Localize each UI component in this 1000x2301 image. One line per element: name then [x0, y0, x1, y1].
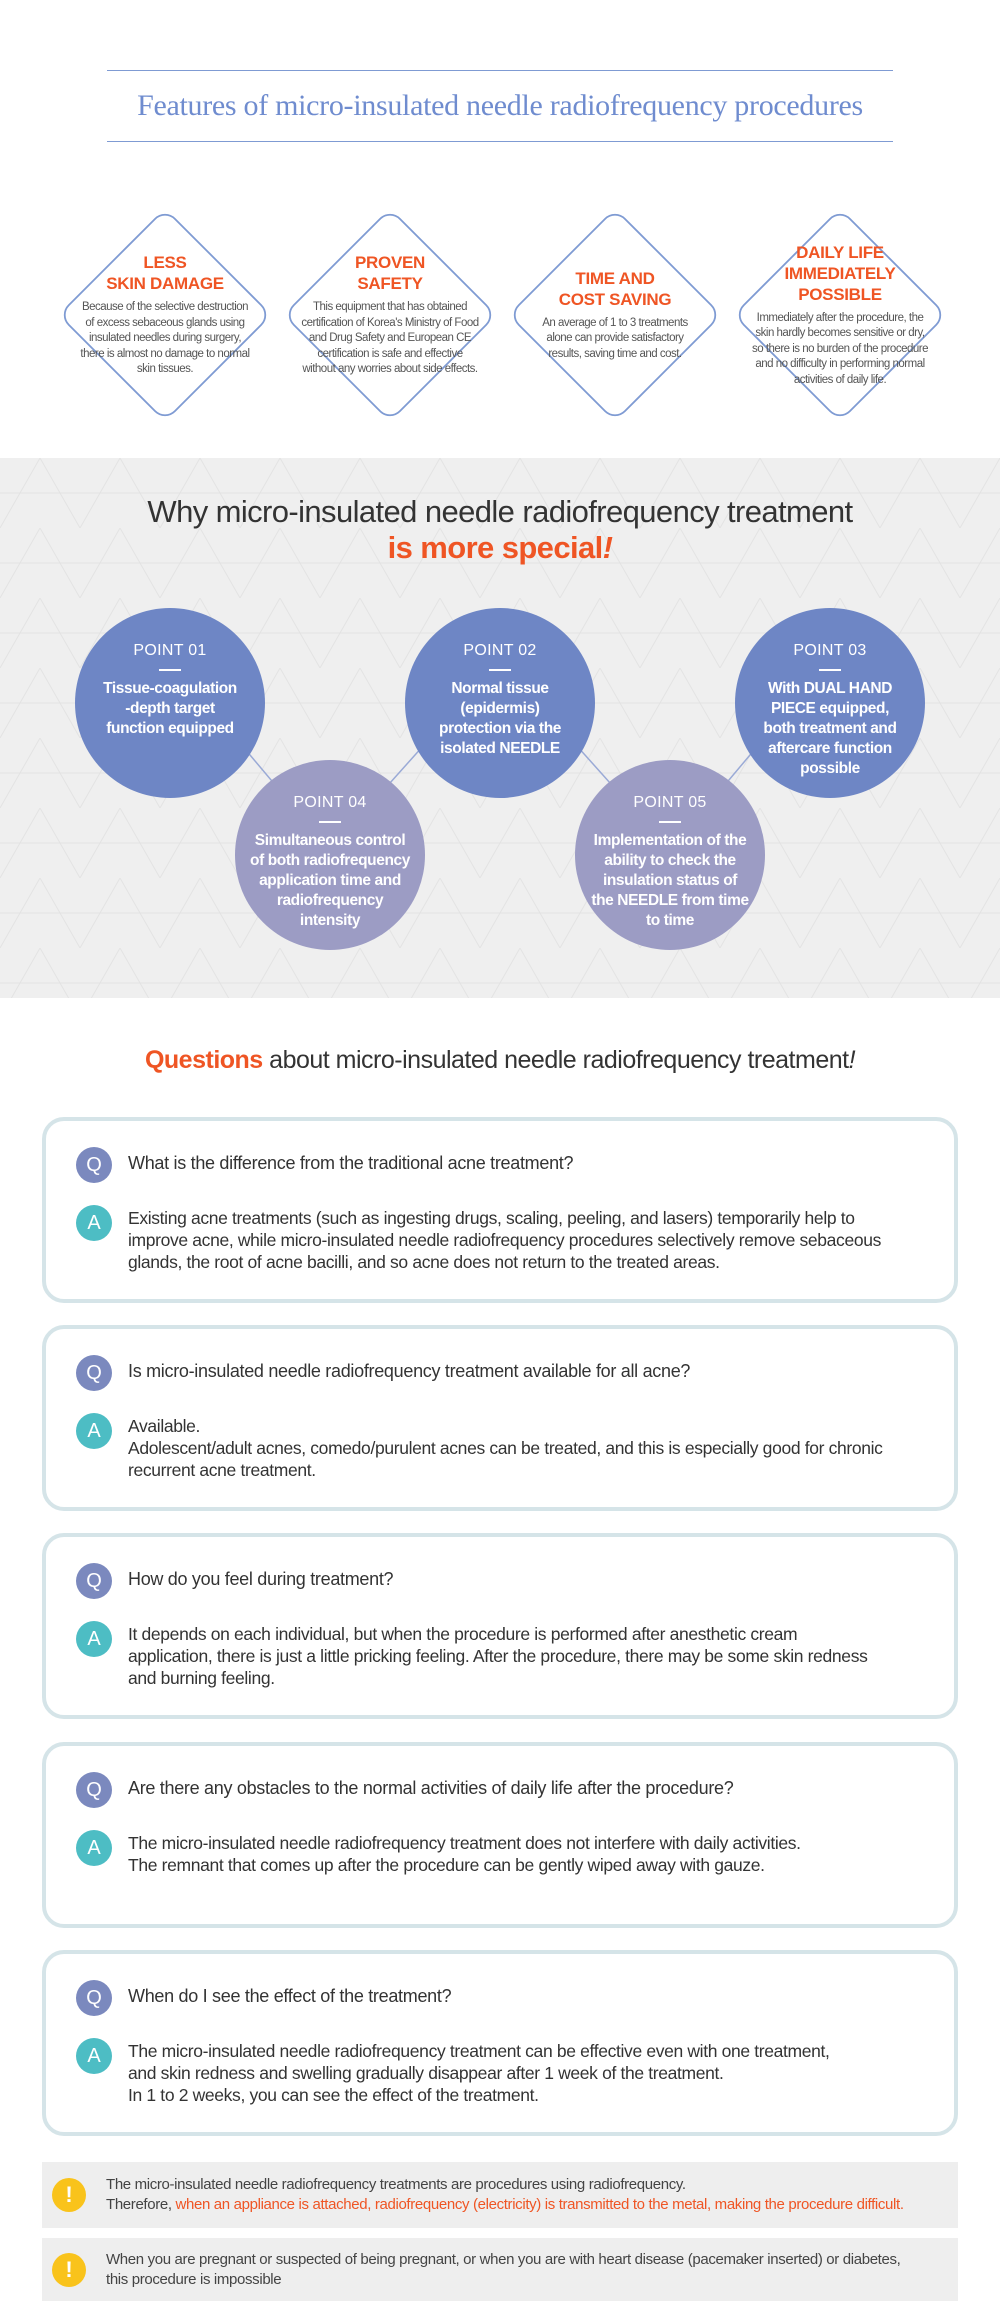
answer-line: Adolescent/adult acnes, comedo/purulent acnes can be treated, and this is especially good for chronic	[128, 1438, 883, 1458]
question-text: Are there any obstacles to the normal activities of daily life after the procedure?	[128, 1778, 734, 1798]
why-heading-line1: Why micro-insulated needle radiofrequency treatment	[147, 494, 853, 529]
questions-title	[0, 1046, 1000, 1075]
why-special-section	[0, 458, 1000, 998]
feature-diamond-3	[490, 190, 740, 440]
answer-line: The remnant that comes up after the procedure can be gently wiped away with gauze.	[128, 1855, 765, 1875]
answer-line: recurrent acne treatment.	[128, 1460, 316, 1480]
point-text: Simultaneous control of both radiofrequency application time and radiofrequency intensity	[250, 831, 410, 929]
feature-diamond-1	[40, 190, 290, 440]
feature-diamond-2	[265, 190, 515, 440]
notice-line: this procedure is impossible	[106, 2270, 282, 2288]
point-03-circle	[735, 608, 925, 798]
point-divider	[159, 669, 181, 671]
point-divider	[319, 821, 341, 823]
notice-line	[106, 2195, 904, 2215]
notice-prefix: Therefore,	[106, 2196, 176, 2213]
point-text: With DUAL HAND PIECE equipped, both treatment and aftercare function possible	[763, 679, 897, 777]
point-05-circle	[575, 760, 765, 950]
point-divider	[489, 669, 511, 671]
question-icon: Q	[76, 1147, 112, 1183]
answer-text	[128, 1830, 801, 1876]
qa-card-5	[42, 1950, 958, 2136]
point-divider	[819, 669, 841, 671]
answer-line: It depends on each individual, but when the procedure is performed after anesthetic cream	[128, 1624, 798, 1644]
answer-line: The micro-insulated needle radiofrequency treatment does not interfere with daily activities.	[128, 1833, 801, 1853]
point-label: POINT 03	[793, 642, 867, 659]
answer-line: glands, the root of acne bacilli, and so acne does not return to the treated areas.	[128, 1252, 720, 1272]
question-text: Is micro-insulated needle radiofrequency treatment available for all acne?	[128, 1361, 691, 1381]
answer-icon: A	[76, 1621, 112, 1657]
notice-metal-appliance	[42, 2162, 958, 2228]
answer-text	[128, 1621, 868, 1689]
answer-icon: A	[76, 1205, 112, 1241]
answer-text	[128, 1205, 881, 1273]
question-text: How do you feel during treatment?	[128, 1569, 394, 1589]
answer-line: The micro-insulated needle radiofrequency treatment can be effective even with one treatment,	[128, 2041, 830, 2061]
point-text: Implementation of the ability to check the insulation status of the NEEDLE from time to time	[591, 831, 749, 929]
answer-icon: A	[76, 1830, 112, 1866]
feature-body: An average of 1 to 3 treatments alone can provide satisfactory results, saving time and cost.	[542, 316, 688, 360]
question-icon: Q	[76, 1980, 112, 2016]
point-text: Normal tissue (epidermis) protection via the isolated NEEDLE	[439, 679, 561, 757]
question-icon: Q	[76, 1772, 112, 1808]
questions-title-highlight: Questions	[144, 1046, 263, 1074]
answer-line: application, there is just a little pricking feeling. After the procedure, there may be some skin redness	[128, 1646, 868, 1666]
features-title-bar	[107, 70, 893, 142]
feature-heading: PROVEN SAFETY	[355, 253, 425, 294]
answer-icon: A	[76, 1413, 112, 1449]
answer-line: In 1 to 2 weeks, you can see the effect of the treatment.	[128, 2085, 539, 2105]
features-title: Features of micro-insulated needle radiofrequency procedures	[137, 89, 863, 122]
question-text: When do I see the effect of the treatment?	[128, 1986, 452, 2006]
notice-pregnancy	[42, 2238, 958, 2301]
point-label: POINT 04	[293, 794, 367, 811]
feature-body: Because of the selective destruction of excess sebaceous glands using insulated needles during surgery, there is almost no damage to normal skin tissues.	[80, 301, 250, 376]
point-text: Tissue-coagulation -depth target function equipped	[103, 679, 237, 737]
notice-line: When you are pregnant or suspected of being pregnant, or when you are with heart disease (pacemaker inserted) or diabetes,	[106, 2250, 901, 2268]
questions-title-text: about micro-insulated needle radiofrequency treatment	[262, 1046, 849, 1074]
qa-card-4	[42, 1742, 958, 1928]
answer-line: improve acne, while micro-insulated needle radiofrequency procedures selectively remove sebaceous	[128, 1230, 881, 1250]
answer-line: and skin redness and swelling gradually disappear after 1 week of the treatment.	[128, 2063, 724, 2083]
warning-icon: !	[52, 2253, 86, 2287]
warning-icon: !	[52, 2178, 86, 2212]
qa-card-2	[42, 1325, 958, 1511]
point-02-circle	[405, 608, 595, 798]
qa-card-1	[42, 1117, 958, 1303]
answer-line: and burning feeling.	[128, 1668, 275, 1688]
point-04-circle	[235, 760, 425, 950]
point-label: POINT 02	[463, 642, 537, 659]
point-divider	[659, 821, 681, 823]
questions-title-mark: !	[848, 1046, 856, 1074]
feature-heading: LESS SKIN DAMAGE	[106, 253, 224, 294]
feature-heading: DAILY LIFE IMMEDIATELY POSSIBLE	[784, 242, 896, 304]
question-icon: Q	[76, 1355, 112, 1391]
feature-body: This equipment that has obtained certification of Korea's Ministry of Food and Drug Safety and European CE certification is safe and effective without any worries about side effects.	[301, 301, 479, 376]
answer-text	[128, 2038, 830, 2106]
qa-card-3	[42, 1533, 958, 1719]
answer-icon: A	[76, 2038, 112, 2074]
notice-line: The micro-insulated needle radiofrequency treatments are procedures using radiofrequency.	[106, 2176, 686, 2193]
question-icon: Q	[76, 1563, 112, 1599]
feature-heading: TIME AND COST SAVING	[558, 268, 672, 309]
feature-body: Immediately after the procedure, the skin hardly becomes sensitive or dry, so there is no burden of the procedure and no difficulty in performing normal activities of daily life.	[752, 311, 928, 386]
notice-highlight: when an appliance is attached, radiofrequency (electricity) is transmitted to the metal, making the procedure difficult.	[175, 2196, 904, 2213]
question-text: What is the difference from the traditional acne treatment?	[128, 1153, 574, 1173]
why-heading-mark: !	[602, 530, 613, 565]
answer-line: Existing acne treatments (such as ingesting drugs, scaling, peeling, and lasers) temporarily help to	[128, 1208, 855, 1228]
point-01-circle	[75, 608, 265, 798]
answer-text	[128, 1413, 883, 1481]
why-heading-text: is more special	[387, 530, 603, 565]
notice-text	[106, 2175, 904, 2215]
feature-diamond-4	[715, 190, 965, 440]
point-label: POINT 05	[633, 794, 707, 811]
notice-text	[106, 2250, 900, 2290]
point-label: POINT 01	[133, 642, 207, 659]
answer-line: Available.	[128, 1416, 201, 1436]
